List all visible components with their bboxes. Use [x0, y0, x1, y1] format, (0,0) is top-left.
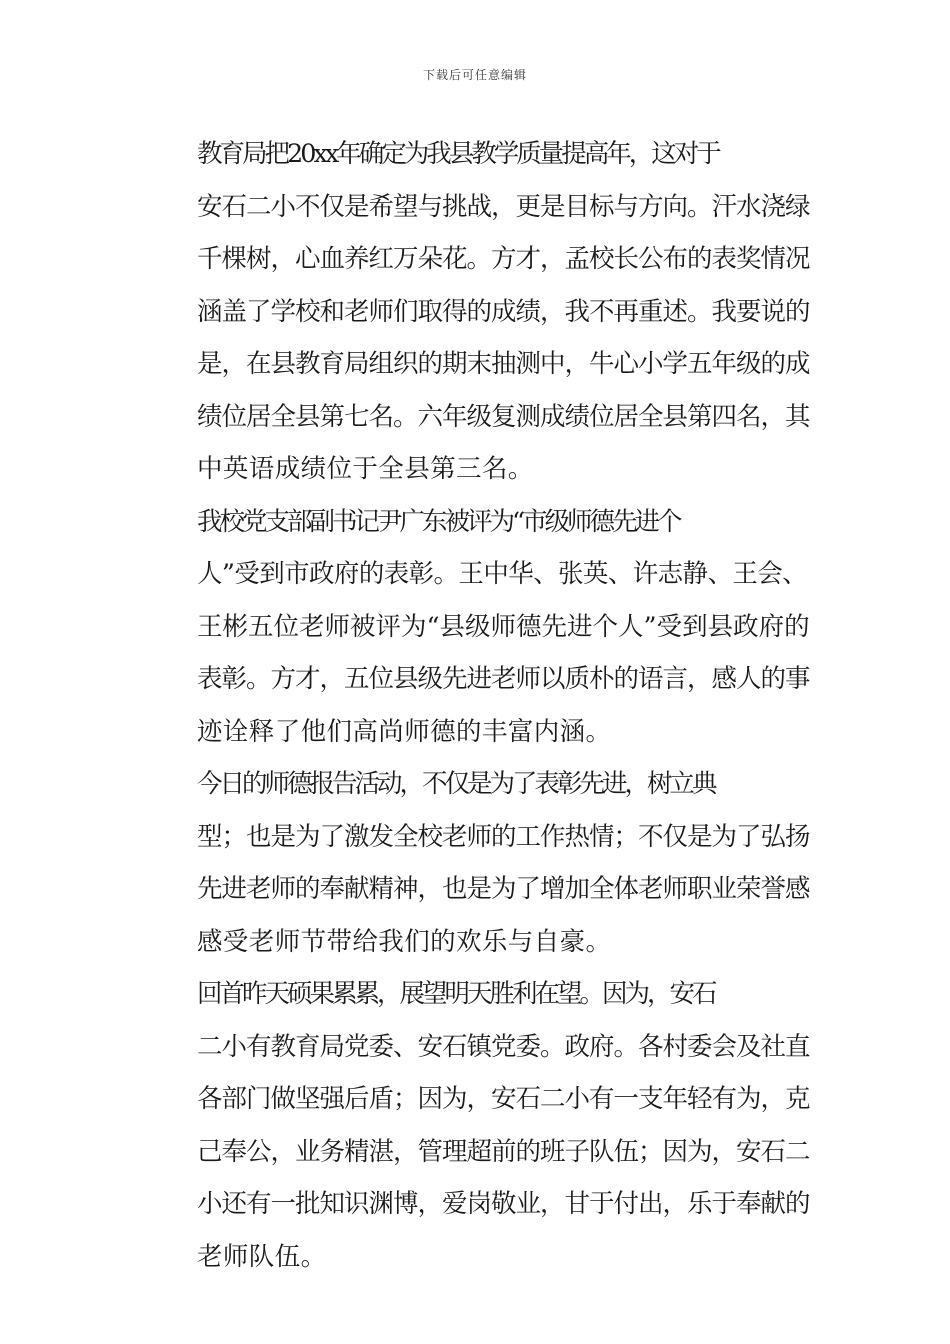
paragraph-line: 各部门做坚强后盾；因为，安石二小有一支年轻有为，克 — [197, 1084, 810, 1114]
paragraph-line: 中英语成绩位于全县第三名。 — [197, 454, 534, 484]
paragraph-line: 迹诠释了他们高尚师德的丰富内涵。 — [197, 716, 612, 747]
paragraph-4 — [146, 968, 810, 1283]
paragraph-line: 回首昨天硕果累累，展望明天胜利在望。因为，安石 — [197, 979, 715, 1009]
paragraph-line: 我校党支部副书记尹广东被评为“市级师德先进个 — [197, 506, 680, 537]
paragraph-line: 是，在县教育局组织的期末抽测中，牛心小学五年级的成 — [197, 349, 810, 379]
paragraph-line: 型；也是为了激发全校老师的工作热情；不仅是为了弘扬 — [197, 821, 810, 852]
document-body — [146, 128, 810, 1283]
page-header-note: 下载后可任意编辑 — [422, 68, 527, 82]
paragraph-line: 先进老师的奉献精神，也是为了增加全体老师职业荣誉感 — [197, 874, 810, 904]
paragraph-line: 王彬五位老师被评为“县级师德先进个人”受到县政府的 — [197, 611, 810, 642]
paragraph-line: 绩位居全县第七名。六年级复测成绩位居全县第四名，其 — [197, 401, 810, 432]
paragraph-line: 己奉公，业务精湛，管理超前的班子队伍；因为，安石二 — [197, 1136, 810, 1167]
paragraph-line: 教育局把20xx年确定为我县教学质量提高年，这对于 — [197, 139, 719, 169]
paragraph-1 — [146, 128, 810, 496]
paragraph-line: 感受老师节带给我们的欢乐与自豪。 — [197, 926, 612, 957]
paragraph-line: 小还有一批知识渊博，爱岗敬业，甘于付出，乐于奉献的 — [197, 1189, 810, 1219]
paragraph-line: 人”受到市政府的表彰。王中华、张英、许志静、王会、 — [197, 559, 808, 589]
paragraph-line: 安石二小不仅是希望与挑战，更是目标与方向。汗水浇绿 — [197, 191, 810, 222]
paragraph-line: 千棵树，心血养红万朵花。方才，孟校长公布的表奖情况 — [197, 244, 810, 274]
paragraph-line: 二小有教育局党委、安石镇党委。政府。各村委会及社直 — [197, 1031, 810, 1062]
paragraph-line: 老师队伍。 — [197, 1241, 327, 1272]
paragraph-3 — [146, 758, 810, 968]
paragraph-line: 表彰。方才，五位县级先进老师以质朴的语言，感人的事 — [197, 664, 810, 694]
paragraph-2 — [146, 496, 810, 759]
paragraph-line: 今日的师德报告活动，不仅是为了表彰先进，树立典 — [197, 769, 715, 799]
paragraph-line: 涵盖了学校和老师们取得的成绩，我不再重述。我要说的 — [197, 296, 810, 327]
